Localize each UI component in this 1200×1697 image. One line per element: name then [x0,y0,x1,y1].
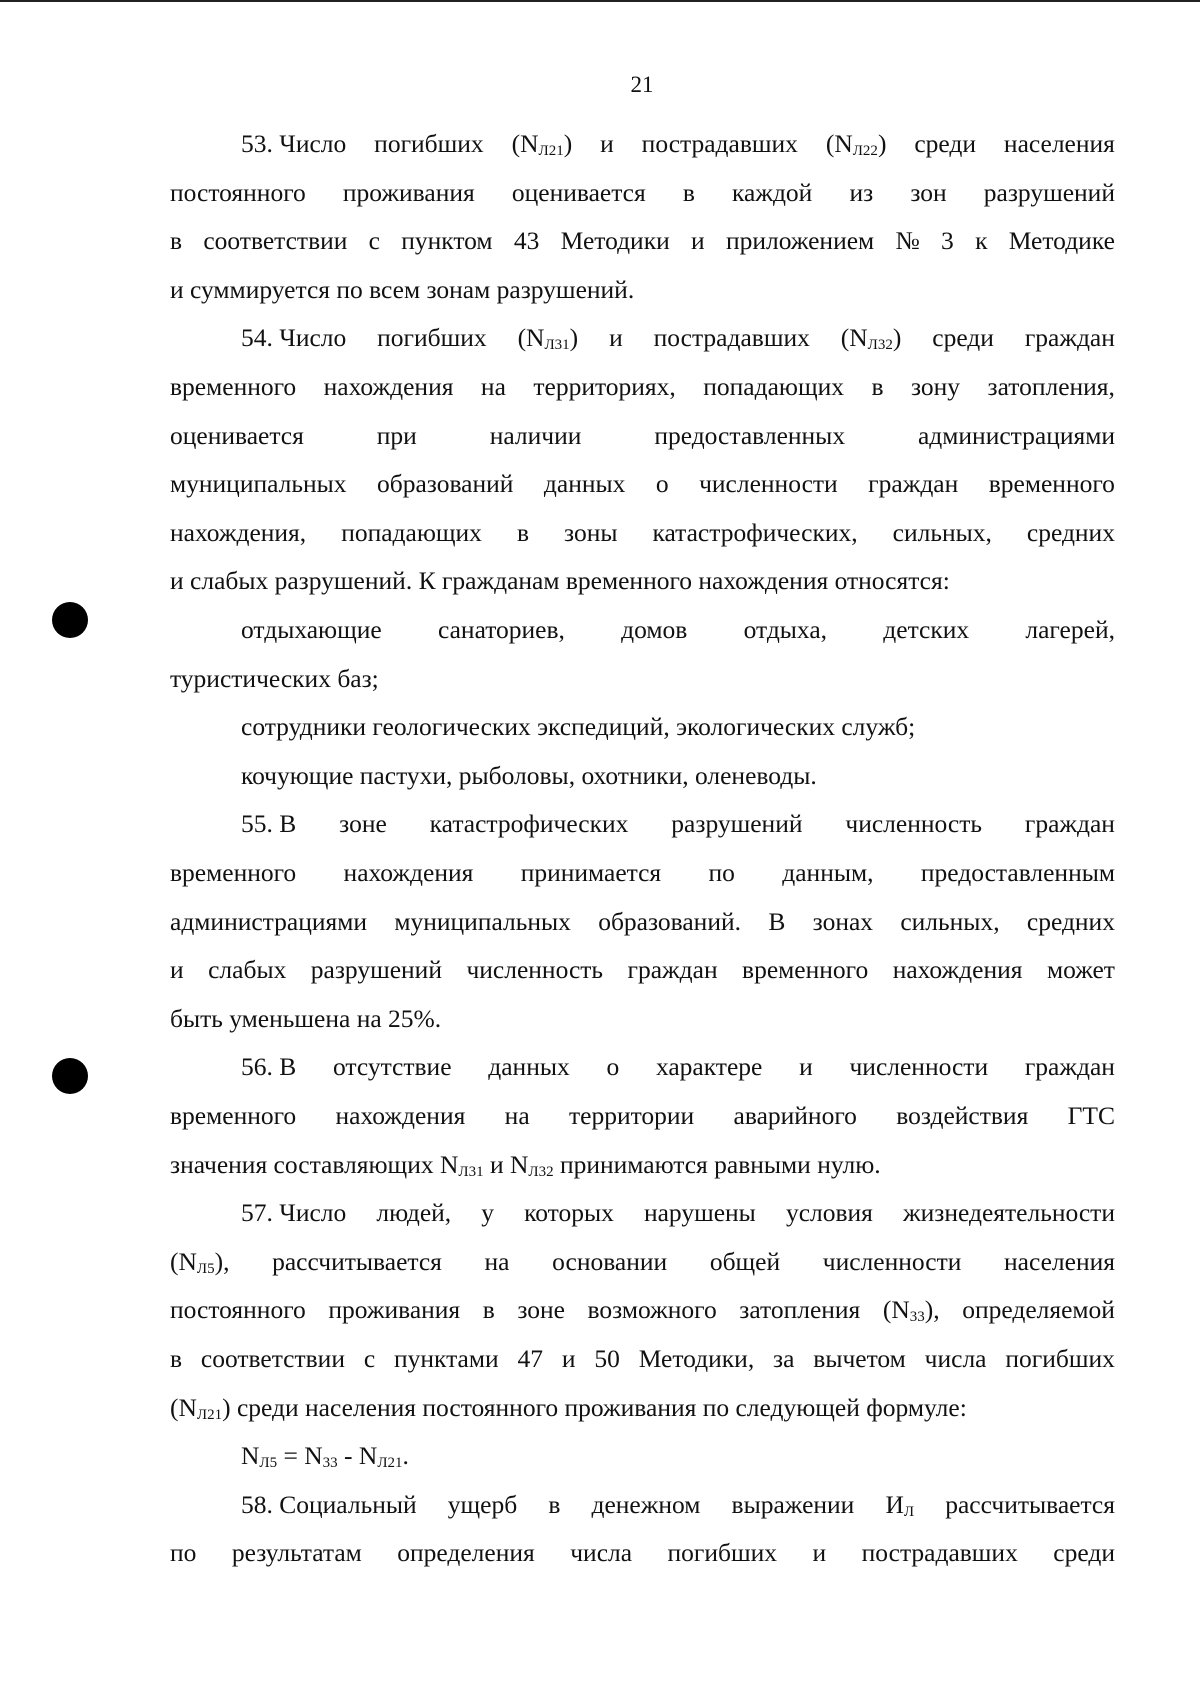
text-word: образований. [598,906,741,936]
text-word: $(N_{Л21})$ [511,129,573,159]
text-word: в [482,1295,495,1325]
text-word: соответствии [200,1344,345,1373]
text-word: муниципальных [170,469,347,499]
text-word: нахождения [892,955,1023,985]
text-word: и [691,226,705,256]
text-word: данных [543,469,626,499]
text-line [170,177,1115,209]
text-line [170,1392,1115,1424]
text-word: временного [742,955,869,985]
text-word: числа [924,1344,987,1373]
page-top-border [0,0,1200,2]
text-word: характере [655,1052,763,1082]
text-word: жизнедеятельности [903,1198,1115,1228]
text-word: временного [988,469,1115,499]
text-word: в [548,1489,561,1519]
text-word: результатам [231,1538,362,1568]
text-word: пострадавших [641,129,798,158]
text-word: временного [170,858,297,887]
text-word: Методики [560,226,670,256]
text-word: зон [910,177,947,207]
text-line [241,322,1115,354]
text-word: 58. Социальный [241,1489,417,1519]
text-line [241,1440,1115,1472]
text-word: среди [914,129,977,158]
text-word: $(N_{Л21})$ среди населения постоянного проживания по следующей формуле: [170,1392,967,1423]
text-word: 50 [594,1344,620,1373]
text-word: с [363,1344,376,1373]
text-word: о [606,1052,620,1082]
text-word: 53. Число [241,129,347,158]
text-word: воздействия [896,1101,1029,1130]
text-line [170,420,1115,452]
text-line [170,565,1115,597]
text-word: погибших [1005,1344,1115,1373]
text-word: попадающих [341,517,482,547]
text-word: зоны [564,517,618,547]
text-line [170,857,1115,889]
text-word: В [768,906,786,936]
text-word: пунктом [401,226,493,256]
text-word: предоставленным [920,858,1115,887]
text-word: лагерей, [1025,615,1115,644]
text-word: пострадавших [653,323,810,353]
punch-hole-mark [52,602,88,638]
text-word: вычетом [813,1344,906,1373]
text-word: граждан [627,955,718,985]
text-word: предоставленных [654,420,846,450]
text-word: домов [621,615,688,644]
text-word: по [170,1538,197,1568]
text-word: слабых [208,955,287,985]
text-word: проживания [328,1295,461,1325]
text-line [170,954,1115,986]
text-word: разрушений [310,955,442,985]
text-word: приложением [725,226,875,256]
text-word: значения составляющих $N_{Л31}$ и $N_{Л32}$ принимаются равными нулю. [170,1149,881,1180]
text-word: попадающих [703,372,844,401]
text-word: денежном [591,1489,701,1519]
text-word: условия [785,1198,873,1228]
text-word: за [773,1344,795,1373]
text-word: определяемой [962,1295,1115,1325]
text-word: детских [883,615,970,644]
text-word: отсутствие [333,1052,452,1082]
text-word: оценивается [170,420,304,450]
text-word: определения [397,1538,535,1568]
text-line [241,760,1115,792]
text-word: $N_{Л5} = N_{33} - N_{Л21}$. [241,1441,409,1472]
text-word: у [481,1198,495,1228]
text-word: и слабых разрушений. К гражданам временного нахождения относятся: [170,566,950,596]
text-word: 47 [517,1344,543,1373]
text-word: 3 [941,226,954,256]
text-word: оценивается [511,177,646,207]
text-word: населения [1003,129,1115,158]
text-word: $(N_{Л22})$ [825,129,887,159]
text-word: на [480,372,506,401]
text-line [241,711,1115,743]
text-word: проживания [342,177,475,207]
text-word: погибших [667,1538,778,1568]
text-word: данным, [782,858,874,887]
text-line [170,1246,1115,1278]
text-word: о [655,469,669,499]
text-word: численность [845,809,982,839]
text-word: и [799,1052,813,1082]
text-word: туристических баз; [170,663,379,693]
text-line [170,274,1115,306]
page-number: 21 [630,72,654,97]
text-word: $И_Л$ [885,1489,915,1520]
text-word: в [871,372,884,401]
text-line [170,517,1115,549]
text-word: муниципальных [394,906,571,936]
text-word: аварийного [733,1101,857,1130]
text-word: постоянного [170,177,306,207]
text-word: численности [849,1052,989,1082]
text-word: сильных, [892,517,992,547]
text-word: зону [910,372,961,401]
text-word: средних [1026,517,1115,547]
text-word: кочующие пастухи, рыболовы, охотники, оленеводы. [241,760,817,790]
text-line [170,1003,1115,1035]
text-word: 43 [513,226,540,256]
text-word: зоне [339,809,387,839]
text-word: погибших [377,323,487,353]
text-word: из [849,177,874,207]
text-word: нахождения [335,1101,466,1130]
text-word: отдыха, [743,615,828,644]
text-word: администрациями [170,906,368,936]
text-word: при [376,420,417,450]
text-word: с [368,226,380,256]
text-word: каждой [732,177,813,207]
text-line [241,1489,1115,1521]
text-word: разрушений [671,809,803,839]
text-word: граждан [1024,323,1115,353]
text-word: рассчитывается [945,1489,1115,1519]
text-word: и суммируется по всем зонам разрушений. [170,274,635,304]
text-word: и [170,955,184,985]
text-word: граждан [1024,809,1115,839]
text-word: и [561,1344,576,1373]
text-word: катастрофических, [652,517,858,547]
text-word: зоне [517,1295,565,1325]
text-line [241,1197,1115,1229]
text-word: и [600,129,614,158]
text-word: погибших [374,129,484,158]
text-line [170,1100,1115,1132]
text-word: разрушений [983,177,1115,207]
text-word: отдыхающие [241,615,382,644]
text-word: территории [568,1101,695,1130]
text-word: численность [466,955,604,985]
text-word: нахождения [323,372,454,401]
text-word: людей, [376,1198,452,1228]
text-word: на [484,1246,510,1276]
text-line [170,663,1115,695]
text-word: Методике [1008,226,1115,256]
text-word: в [170,226,183,256]
text-word: санаториев, [437,615,565,644]
text-word: наличии [489,420,582,450]
text-word: среди [1053,1538,1115,1568]
text-line [170,225,1115,257]
text-line [170,1294,1115,1326]
text-line [241,808,1115,840]
text-word: населения [1004,1246,1115,1276]
text-word: общей [709,1246,781,1276]
text-word: ущерб [447,1489,518,1519]
text-line [170,468,1115,500]
text-word: временного [170,372,297,401]
text-word: числа [570,1538,633,1568]
punch-hole-mark [52,1058,88,1094]
text-word: которых [524,1198,614,1228]
text-word: $(N_{Л31})$ [517,323,579,354]
text-word: нахождения, [170,517,307,547]
text-word: $(N_{33})$, [882,1295,940,1326]
text-word: 57. Число [241,1198,347,1228]
text-word: затопления [739,1295,861,1325]
text-word: № [895,226,920,256]
text-word: $(N_{Л32})$ [840,323,902,354]
text-word: возможного [587,1295,717,1325]
text-word: граждан [868,469,959,499]
text-word: средних [1026,906,1115,936]
text-word: сильных, [900,906,1000,936]
text-line [170,1343,1115,1375]
text-line [170,1149,1115,1181]
text-line [241,128,1115,160]
text-word: рассчитывается [272,1246,442,1276]
text-word: 54. Число [241,323,347,353]
text-line [170,1537,1115,1569]
text-word: администрациями [917,420,1115,450]
text-word: пунктами [394,1344,499,1373]
text-line [170,371,1115,403]
text-word: Методики, [638,1344,755,1373]
text-word: зонах [812,906,874,936]
text-word: на [504,1101,530,1130]
text-word: образований [377,469,514,499]
text-word: в [170,1344,183,1373]
text-word: данных [488,1052,570,1082]
text-word: нахождения [343,858,474,887]
text-word: временного [170,1101,297,1130]
text-word: граждан [1024,1052,1115,1082]
text-word: среди [932,323,994,353]
text-line [241,614,1115,646]
text-word: принимается [520,858,662,887]
text-word: выражении [731,1489,855,1519]
text-line [170,906,1115,938]
text-word: численности [699,469,838,499]
text-word: к [975,226,988,256]
text-word: нарушены [643,1198,756,1228]
text-word: ГТС [1067,1101,1115,1130]
text-word: по [708,858,735,887]
text-word: территориях, [533,372,676,401]
text-word: и [812,1538,827,1568]
text-line [241,1051,1115,1083]
text-word: быть уменьшена на 25%. [170,1003,442,1033]
text-word: в [516,517,529,547]
text-word: $(N_{Л5})$, [170,1246,230,1277]
text-word: постоянного [170,1295,306,1325]
text-word: затопления, [987,372,1115,401]
text-word: основании [552,1246,668,1276]
text-word: 55. В [241,809,297,839]
text-word: и [609,323,623,353]
text-word: в [682,177,695,207]
text-word: может [1046,955,1115,985]
text-word: пострадавших [861,1538,1018,1568]
text-word: соответствии [203,226,348,256]
text-word: численности [822,1246,962,1276]
text-word: 56. В [241,1052,297,1082]
text-word: сотрудники геологических экспедиций, экологических служб; [241,712,916,742]
text-word: катастрофических [429,809,629,839]
